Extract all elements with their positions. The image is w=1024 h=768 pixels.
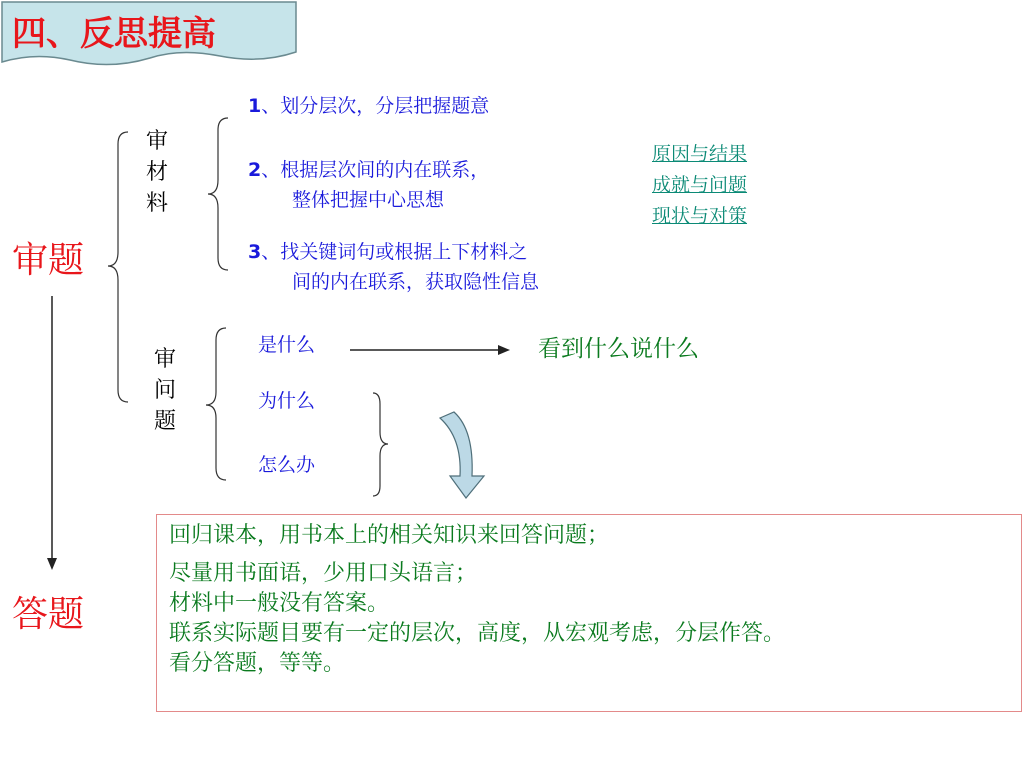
label-shen-wenti-text: 审问题 bbox=[153, 347, 176, 434]
brace-wenti bbox=[206, 328, 226, 480]
question-how: 怎么办 bbox=[258, 454, 316, 476]
arrow-shenti-to-dati-head bbox=[47, 558, 57, 570]
label-dati: 答题 bbox=[12, 594, 85, 635]
arrow-what-head bbox=[498, 345, 510, 355]
relation-link-cause-result[interactable]: 原因与结果 bbox=[652, 143, 748, 165]
slide-title: 四、反思提高 bbox=[12, 14, 216, 54]
question-why: 为什么 bbox=[258, 390, 316, 412]
cailiao-item-2-num: 2 bbox=[248, 159, 262, 181]
cailiao-item-3-text: 、找关键词句或根据上下材料之 bbox=[261, 241, 528, 263]
answer-line-1: 回归课本，用书本上的相关知识来回答问题； bbox=[169, 523, 610, 548]
cailiao-item-2-line2: 整体把握中心思想 bbox=[292, 189, 445, 211]
brace-shenti bbox=[108, 132, 128, 402]
cailiao-item-2-text: 、根据层次间的内在联系， bbox=[261, 159, 490, 181]
answer-line-5: 看分答题，等等。 bbox=[169, 651, 346, 676]
arrow-target-text: 看到什么说什么 bbox=[538, 336, 699, 362]
answer-guidelines-box bbox=[156, 514, 1022, 712]
cailiao-item-3 bbox=[248, 238, 527, 266]
curved-down-arrow bbox=[440, 412, 484, 498]
question-what: 是什么 bbox=[258, 334, 316, 356]
brace-cailiao bbox=[208, 118, 228, 270]
label-shen-wenti bbox=[150, 344, 180, 437]
answer-line-4: 联系实际题目要有一定的层次，高度，从宏观考虑，分层作答。 bbox=[169, 621, 786, 646]
cailiao-item-3-num: 3 bbox=[248, 241, 262, 263]
answer-line-3: 材料中一般没有答案。 bbox=[169, 591, 390, 616]
relation-link-status-countermeasure[interactable]: 现状与对策 bbox=[652, 205, 748, 227]
cailiao-item-1-text: 、划分层次，分层把握题意 bbox=[261, 95, 490, 117]
label-shenti: 审题 bbox=[12, 240, 85, 281]
answer-line-2: 尽量用书面语，少用口头语言； bbox=[169, 561, 478, 586]
cailiao-item-1 bbox=[248, 92, 489, 120]
brace-why-how bbox=[373, 393, 388, 496]
label-shen-cailiao bbox=[142, 126, 172, 219]
relation-link-achievement-problem[interactable]: 成就与问题 bbox=[652, 174, 748, 196]
label-shen-cailiao-text: 审材料 bbox=[145, 129, 168, 216]
cailiao-item-3-line2: 间的内在联系，获取隐性信息 bbox=[292, 271, 540, 293]
cailiao-item-1-num: 1 bbox=[248, 95, 262, 117]
cailiao-item-2 bbox=[248, 156, 489, 184]
